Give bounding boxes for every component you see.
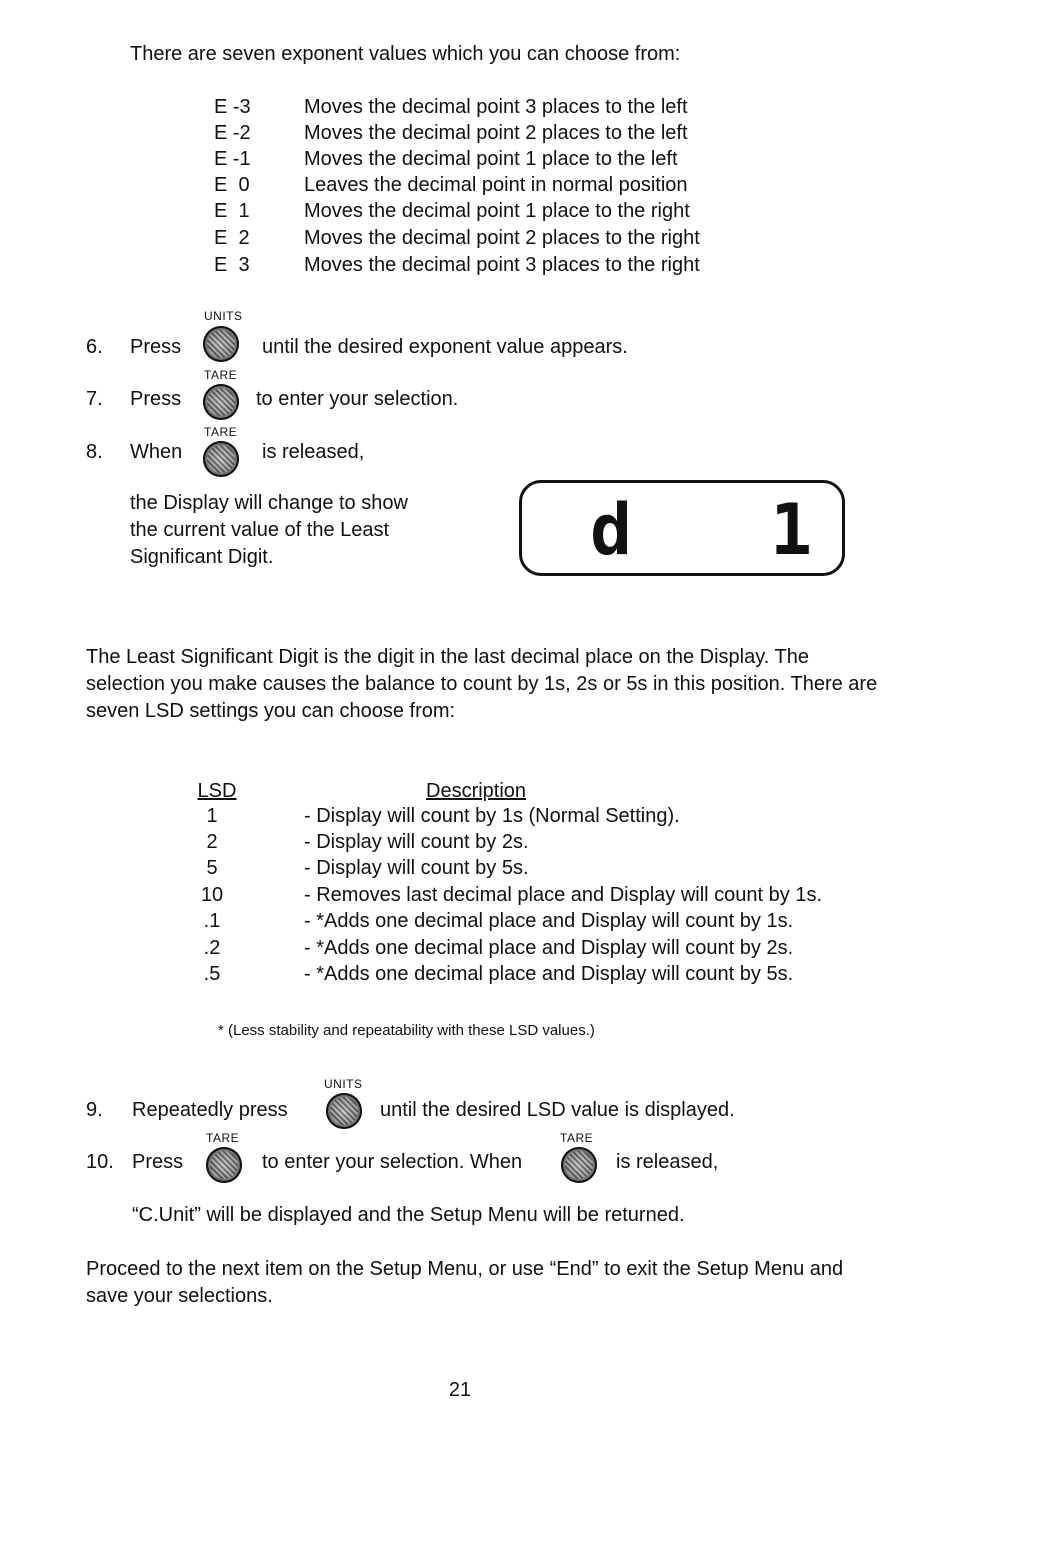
lsd-value: .2 bbox=[203, 937, 221, 959]
lsd-footnote: * (Less stability and repeatability with these LSD values.) bbox=[218, 1022, 595, 1039]
tare-button-label: TARE bbox=[204, 425, 238, 439]
lsd-header: LSD bbox=[197, 780, 237, 802]
page-number: 21 bbox=[448, 1379, 472, 1401]
lsd-paragraph: The Least Significant Digit is the digit in the last decimal place on the Display. The selection you make causes the balance to count by 1s, 2s or 5s in this position. There are seven LSD settings you can choose from: bbox=[86, 646, 878, 722]
step-text: to enter your selection. When bbox=[262, 1151, 523, 1173]
step-text: Press bbox=[130, 388, 182, 410]
lsd-value: 2 bbox=[206, 831, 218, 853]
lsd-value: 1 bbox=[206, 805, 218, 827]
exponent-description: Moves the decimal point 2 places to the right bbox=[304, 227, 700, 249]
step-number: 9. bbox=[86, 1099, 103, 1121]
exponent-description: Moves the decimal point 1 place to the left bbox=[304, 148, 678, 170]
tare-button-icon bbox=[203, 384, 239, 420]
exponent-code: E 3 bbox=[214, 254, 250, 276]
intro-text: There are seven exponent values which you can choose from: bbox=[130, 43, 681, 65]
units-button-label: UNITS bbox=[204, 309, 243, 323]
tare-button-label: TARE bbox=[204, 368, 238, 382]
exponent-description: Moves the decimal point 2 places to the left bbox=[304, 122, 688, 144]
step-body-line: the current value of the Least bbox=[130, 519, 390, 541]
step-number: 8. bbox=[86, 441, 103, 463]
exponent-code: E 0 bbox=[214, 174, 250, 196]
lsd-description: - Display will count by 2s. bbox=[304, 831, 529, 853]
step-text: Press bbox=[130, 336, 182, 358]
tare-button-label: TARE bbox=[560, 1131, 594, 1145]
step-text: Press bbox=[132, 1151, 184, 1173]
lsd-value: .5 bbox=[203, 963, 221, 985]
lsd-description: - *Adds one decimal place and Display will count by 1s. bbox=[304, 910, 794, 932]
step-body-line: “C.Unit” will be displayed and the Setup Menu will be returned. bbox=[132, 1204, 685, 1226]
exponent-code: E 2 bbox=[214, 227, 250, 249]
closing-paragraph: Proceed to the next item on the Setup Menu, or use “End” to exit the Setup Menu and save your selections. bbox=[86, 1258, 844, 1307]
step-number: 7. bbox=[86, 388, 103, 410]
lsd-description: - *Adds one decimal place and Display will count by 2s. bbox=[304, 937, 794, 959]
step-text: Repeatedly press bbox=[132, 1099, 288, 1121]
units-button-icon bbox=[203, 326, 239, 362]
exponent-description: Moves the decimal point 1 place to the right bbox=[304, 200, 690, 222]
lsd-description: - Display will count by 5s. bbox=[304, 857, 529, 879]
lsd-description: - *Adds one decimal place and Display will count by 5s. bbox=[304, 963, 794, 985]
lsd-value: 10 bbox=[200, 884, 224, 906]
display-digit-left: d bbox=[590, 489, 633, 571]
lsd-description: - Removes last decimal place and Display will count by 1s. bbox=[304, 884, 822, 906]
exponent-code: E -2 bbox=[214, 122, 251, 144]
step-text: to enter your selection. bbox=[256, 388, 459, 410]
exponent-code: E -1 bbox=[214, 148, 251, 170]
tare-button-icon bbox=[203, 441, 239, 477]
step-text: until the desired exponent value appears. bbox=[262, 336, 628, 358]
display-digit-right: 1 bbox=[770, 489, 813, 571]
tare-button-icon bbox=[561, 1147, 597, 1183]
step-text: is released, bbox=[262, 441, 365, 463]
step-text: until the desired LSD value is displayed. bbox=[380, 1099, 735, 1121]
step-text: When bbox=[130, 441, 183, 463]
lsd-description: - Display will count by 1s (Normal Setting). bbox=[304, 805, 680, 827]
step-body-line: the Display will change to show bbox=[130, 492, 408, 514]
description-header: Description bbox=[426, 780, 527, 802]
tare-button-icon bbox=[206, 1147, 242, 1183]
exponent-description: Leaves the decimal point in normal position bbox=[304, 174, 688, 196]
step-body-line: Significant Digit. bbox=[130, 546, 274, 568]
step-text: is released, bbox=[616, 1151, 719, 1173]
lsd-value: 5 bbox=[206, 857, 218, 879]
step-number: 6. bbox=[86, 336, 103, 358]
units-button-label: UNITS bbox=[324, 1077, 363, 1091]
step-number: 10. bbox=[86, 1151, 114, 1173]
exponent-description: Moves the decimal point 3 places to the left bbox=[304, 96, 688, 118]
tare-button-label: TARE bbox=[206, 1131, 240, 1145]
exponent-description: Moves the decimal point 3 places to the right bbox=[304, 254, 700, 276]
exponent-code: E -3 bbox=[214, 96, 251, 118]
lcd-display bbox=[519, 480, 845, 576]
exponent-code: E 1 bbox=[214, 200, 250, 222]
lsd-value: .1 bbox=[203, 910, 221, 932]
units-button-icon bbox=[326, 1093, 362, 1129]
